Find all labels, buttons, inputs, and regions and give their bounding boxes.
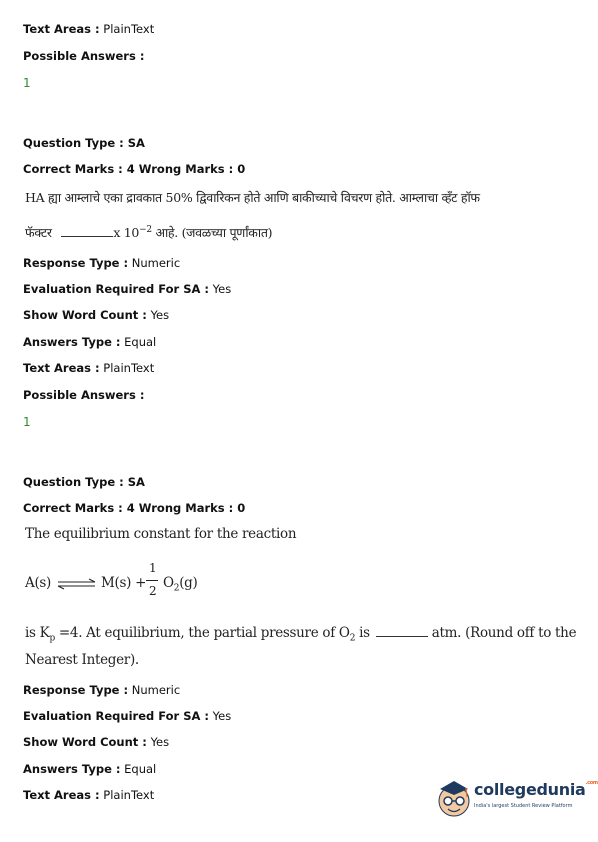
answers-type-label: Answers Type :: [23, 762, 121, 776]
text-areas-value: PlainText: [103, 788, 155, 802]
evaluation-label: Evaluation Required For SA :: [23, 282, 210, 296]
answers-type-value: Equal: [124, 335, 157, 349]
question-text-line: [25, 224, 272, 241]
fraction-numerator: 1: [149, 561, 157, 575]
question-text-line: HA ह्या आम्लाचे एका द्रावकात 50% द्विवारिकन होते आणि बाकीच्याचे विचरण होते. आम्लाचा व्हॅंट हॉफ: [25, 190, 480, 205]
response-type-value: Numeric: [131, 683, 181, 697]
equilibrium-arrow-icon: [57, 579, 97, 589]
text-areas-value: PlainText: [103, 22, 155, 36]
evaluation-value: Yes: [212, 282, 232, 296]
question-text-fragment: is: [355, 625, 370, 641]
possible-answer-value: 1: [23, 415, 31, 429]
marks-line: Correct Marks : 4 Wrong Marks : 0: [23, 501, 246, 515]
oxygen-symbol: [163, 575, 198, 594]
possible-answer-value: 1: [23, 76, 31, 90]
word-count-value: Yes: [150, 308, 170, 322]
oxygen-subscript: 2: [173, 583, 180, 594]
question-text-line: The equilibrium constant for the reaction: [25, 526, 297, 542]
text-areas-label: Text Areas :: [23, 361, 100, 375]
answers-type-label: Answers Type :: [23, 335, 121, 349]
oxygen-letter: O: [163, 575, 174, 591]
reaction-equation: [25, 561, 225, 610]
question-text-fragment: is K: [25, 625, 50, 641]
word-count-label: Show Word Count :: [23, 308, 147, 322]
question-text-fragment: आहे. (जवळच्या पूर्णांकात): [151, 225, 273, 240]
collegedunia-logo: [434, 773, 598, 823]
brand-name: [474, 780, 598, 799]
evaluation-value: Yes: [212, 709, 232, 723]
evaluation-label: Evaluation Required For SA :: [23, 709, 210, 723]
question-text-line: Nearest Integer).: [25, 652, 139, 668]
response-type-row: [23, 256, 180, 270]
text-areas-row: [23, 361, 154, 375]
evaluation-required-row: [23, 282, 231, 296]
gas-state: (g): [179, 575, 198, 591]
mascot-icon: [434, 775, 474, 819]
marks-line: Correct Marks : 4 Wrong Marks : 0: [23, 162, 246, 176]
question-text-line: [25, 625, 576, 644]
answer-blank: [376, 636, 428, 637]
brand-tld: .com: [585, 780, 598, 786]
brand-text: collegedunia: [474, 780, 586, 799]
answers-type-value: Equal: [124, 762, 157, 776]
possible-answers-label: Possible Answers :: [23, 49, 145, 63]
response-type-label: Response Type :: [23, 256, 129, 270]
answers-type-row: [23, 335, 156, 349]
text-areas-row: [23, 788, 154, 802]
reactant: A(s): [25, 575, 52, 591]
text-areas-row: [23, 22, 154, 36]
question-type: Question Type : SA: [23, 475, 145, 489]
possible-answers-label: Possible Answers :: [23, 388, 145, 402]
answers-type-row: [23, 762, 156, 776]
text-areas-value: PlainText: [103, 361, 155, 375]
answer-blank: [61, 236, 113, 237]
fraction-bar: [146, 580, 158, 581]
question-type: Question Type : SA: [23, 136, 145, 150]
word-count-value: Yes: [150, 735, 170, 749]
text-areas-label: Text Areas :: [23, 788, 100, 802]
evaluation-required-row: [23, 709, 231, 723]
question-text-fragment: =4. At equilibrium, the partial pressure of O: [54, 625, 350, 641]
response-type-label: Response Type :: [23, 683, 129, 697]
brand-tagline: India's largest Student Review Platform: [474, 803, 573, 809]
fraction-denominator: 2: [149, 584, 157, 598]
o2-subscript: 2: [349, 633, 356, 644]
question-text-fragment: फॅक्टर: [25, 225, 52, 240]
product-text: M(s) +: [101, 575, 147, 591]
kp-subscript: p: [49, 633, 55, 644]
word-count-row: [23, 735, 169, 749]
question-text-fragment: x 10: [113, 225, 140, 240]
exponent: −2: [139, 224, 152, 235]
text-areas-label: Text Areas :: [23, 22, 100, 36]
word-count-row: [23, 308, 169, 322]
response-type-value: Numeric: [131, 256, 181, 270]
word-count-label: Show Word Count :: [23, 735, 147, 749]
question-text-fragment: atm. (Round off to the: [427, 625, 577, 641]
response-type-row: [23, 683, 180, 697]
